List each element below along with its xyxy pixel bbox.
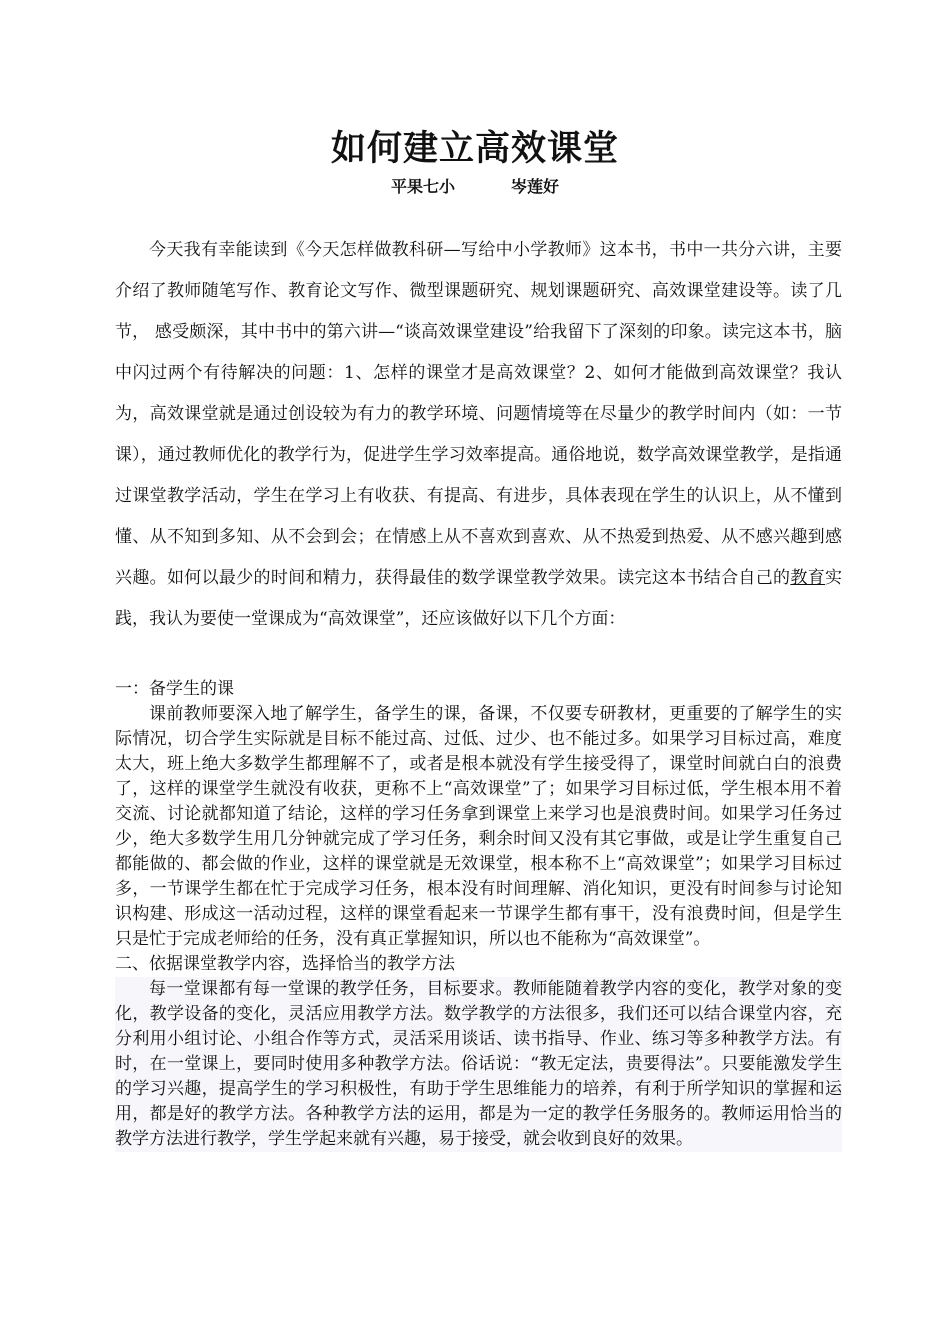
intro-text-part1: 今天我有幸能读到《今天怎样做教科研—写给中小学教师》这本书，书中一共分六讲，主要介绍了教师随笔写作、教育论文写作、微型课题研究、规划课题研究、高效课堂建设等。读了几节， 感受颇深，其中书中的第六讲—“谈高效课堂建设”给我留下了深刻的印象。读完这本书，脑中闪过两个有待解决的问题：1、怎样的课堂才是高效课堂？2、如何才能做到高效课堂？我认为，高效课堂就是通过创设较为有力的教学环境、问题情境等在尽量少的教学时间内（如：一节课），通过教师优化的教学行为，促进学生学习效率提高。通俗地说，数学高效课堂教学，是指通过课堂教学活动，学生在学习上有收获、有提高、有进步，具体表现在学生的认识上，从不懂到懂、从不知到多知、从不会到会；在情感上从不喜欢到喜欢、从不热爱到热爱、从不感兴趣到感兴趣。如何以最少的时间和精力，获得最佳的数学课堂教学效果。读完这本书结合自己的 [115, 240, 842, 588]
section-body-1: 课前教师要深入地了解学生，备学生的课，备课，不仅要专研教材，更重要的了解学生的实际情况，切合学生实际就是目标不能过高、过低、过少、也不能过多。如果学习目标过高，难度太大，班上绝大多数学生都理解不了，或者是根本就没有学生接受得了，课堂时间就白白的浪费了，这样的课堂学生就没有收获，更称不上“高效课堂”了；如果学习目标过低，学生根本用不着交流、讨论就都知道了结论，这样的学习任务拿到课堂上来学习也是浪费时间。如果学习任务过少，绝大多数学生用几分钟就完成了学习任务，剩余时间又没有其它事做，或是让学生重复自己都能做的、都会做的作业，这样的课堂就是无效课堂，根本称不上“高效课堂”；如果学习目标过多，一节课学生都在忙于完成学习任务，根本没有时间理解、消化知识，更没有时间参与讨论知识构建、形成这一活动过程，这样的课堂看起来一节课学生都有事干，没有浪费时间，但是学生只是忙于完成老师给的任务，没有真正掌握知识，所以也不能称为“高效课堂”。 [115, 704, 842, 949]
byline [0, 176, 950, 198]
school-name: 平果七小 [390, 177, 455, 196]
section-heading-2: 二、依据课堂教学内容，选择恰当的教学方法 [115, 954, 455, 974]
intro-text-part2: 实践，我认为要使一堂课成为“高效课堂”，还应该做好以下几个方面： [115, 568, 843, 629]
section-heading-1: 一：备学生的课 [115, 679, 234, 699]
intro-paragraph [115, 230, 842, 640]
author-name: 岑莲好 [511, 177, 560, 196]
education-link[interactable]: 教育 [790, 568, 826, 588]
body-sections [115, 677, 842, 1152]
section-body-2: 每一堂课都有每一堂课的教学任务，目标要求。教师能随着教学内容的变化，教学对象的变化，教学设备的变化，灵活应用教学方法。数学教学的方法很多，我们还可以结合课堂内容，充分利用小组讨论、小组合作等方式，灵活采用谈话、读书指导、作业、练习等多种教学方法。有时，在一堂课上，要同时使用多种教学方法。俗话说：“教无定法，贵要得法”。只要能激发学生的学习兴趣，提高学生的学习积极性，有助于学生思维能力的培养，有利于所学知识的掌握和运用，都是好的教学方法。各种教学方法的运用，都是为一定的教学任务服务的。教师运用恰当的教学方法进行教学，学生学起来就有兴趣，易于接受，就会收到良好的效果。 [115, 977, 842, 1152]
page-title: 如何建立高效课堂 [330, 128, 619, 169]
